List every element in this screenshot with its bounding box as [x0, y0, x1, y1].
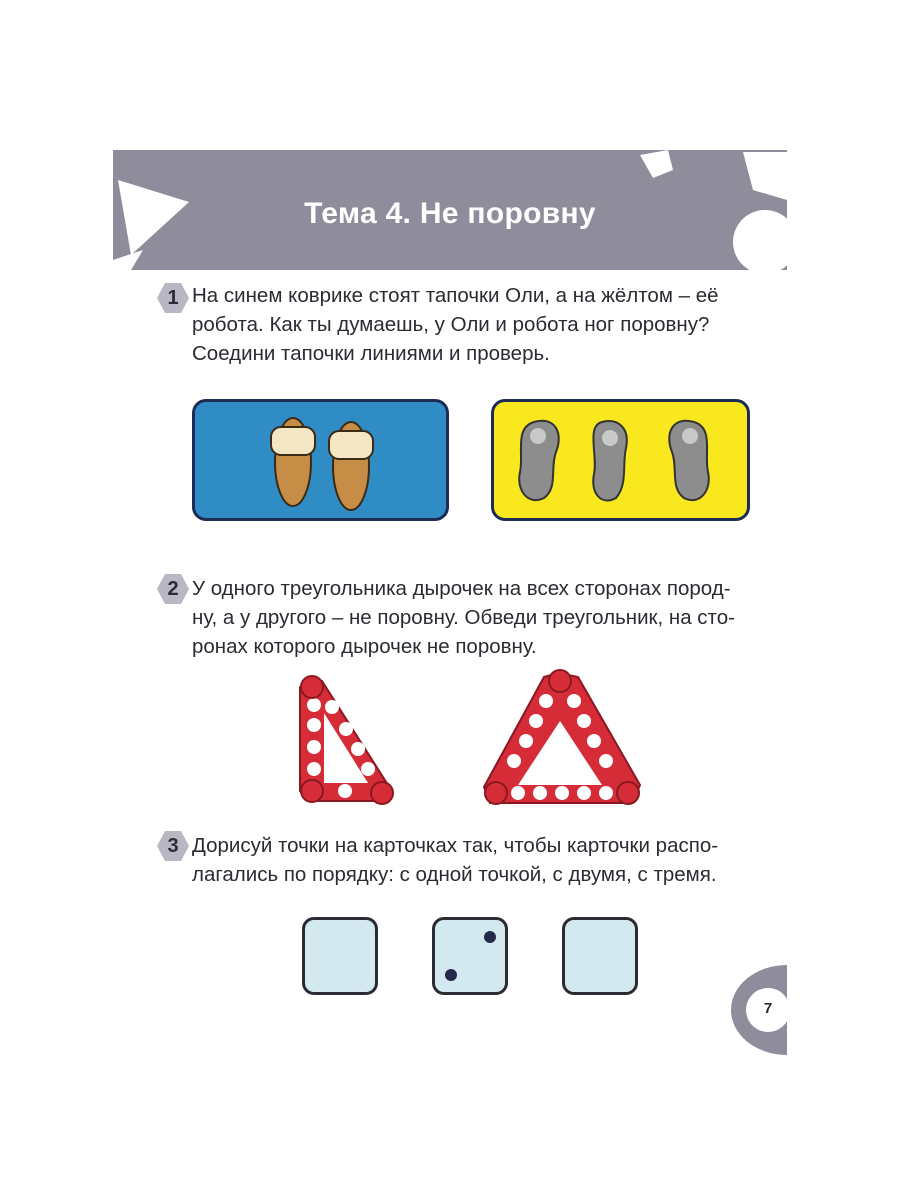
page-title: Тема 4. Не поровну [304, 197, 596, 230]
triangles-figure [290, 665, 650, 810]
task-3-text: Дорисуй точки на карточках так, чтобы карточки распо- лагались по порядку: с одной точкой, с двумя, с тремя. [192, 834, 719, 886]
dot-card-empty[interactable] [302, 917, 378, 995]
task-2-text: У одного треугольника дырочек на всех сторонах пород- ну, а у другого – не поровну. Обведи треугольник, на сто- ронах которого дырочек не поровну. [192, 577, 735, 658]
dot-card-empty[interactable] [562, 917, 638, 995]
task-1-text: На синем коврике стоят тапочки Оли, а на жёлтом – её робота. Как ты думаешь, у Оли и робота ног поровну? Соедини тапочки линиями и проверь. [192, 284, 719, 365]
two-dots-icon [435, 920, 505, 992]
robot-slippers-icon [494, 402, 747, 518]
hexagon-decoration-icon [640, 150, 673, 178]
dot-card-two-dots[interactable] [432, 917, 508, 995]
task-number-marker: 3 [156, 829, 190, 863]
page-number: 7 [763, 1000, 773, 1017]
yellow-mat [491, 399, 750, 521]
task-number-marker: 2 [156, 572, 190, 606]
blue-mat [192, 399, 449, 521]
slippers-icon [195, 402, 446, 518]
task-number-marker: 1 [156, 281, 190, 315]
square-decoration-icon [743, 152, 787, 200]
triangle-decoration-icon [113, 250, 143, 270]
